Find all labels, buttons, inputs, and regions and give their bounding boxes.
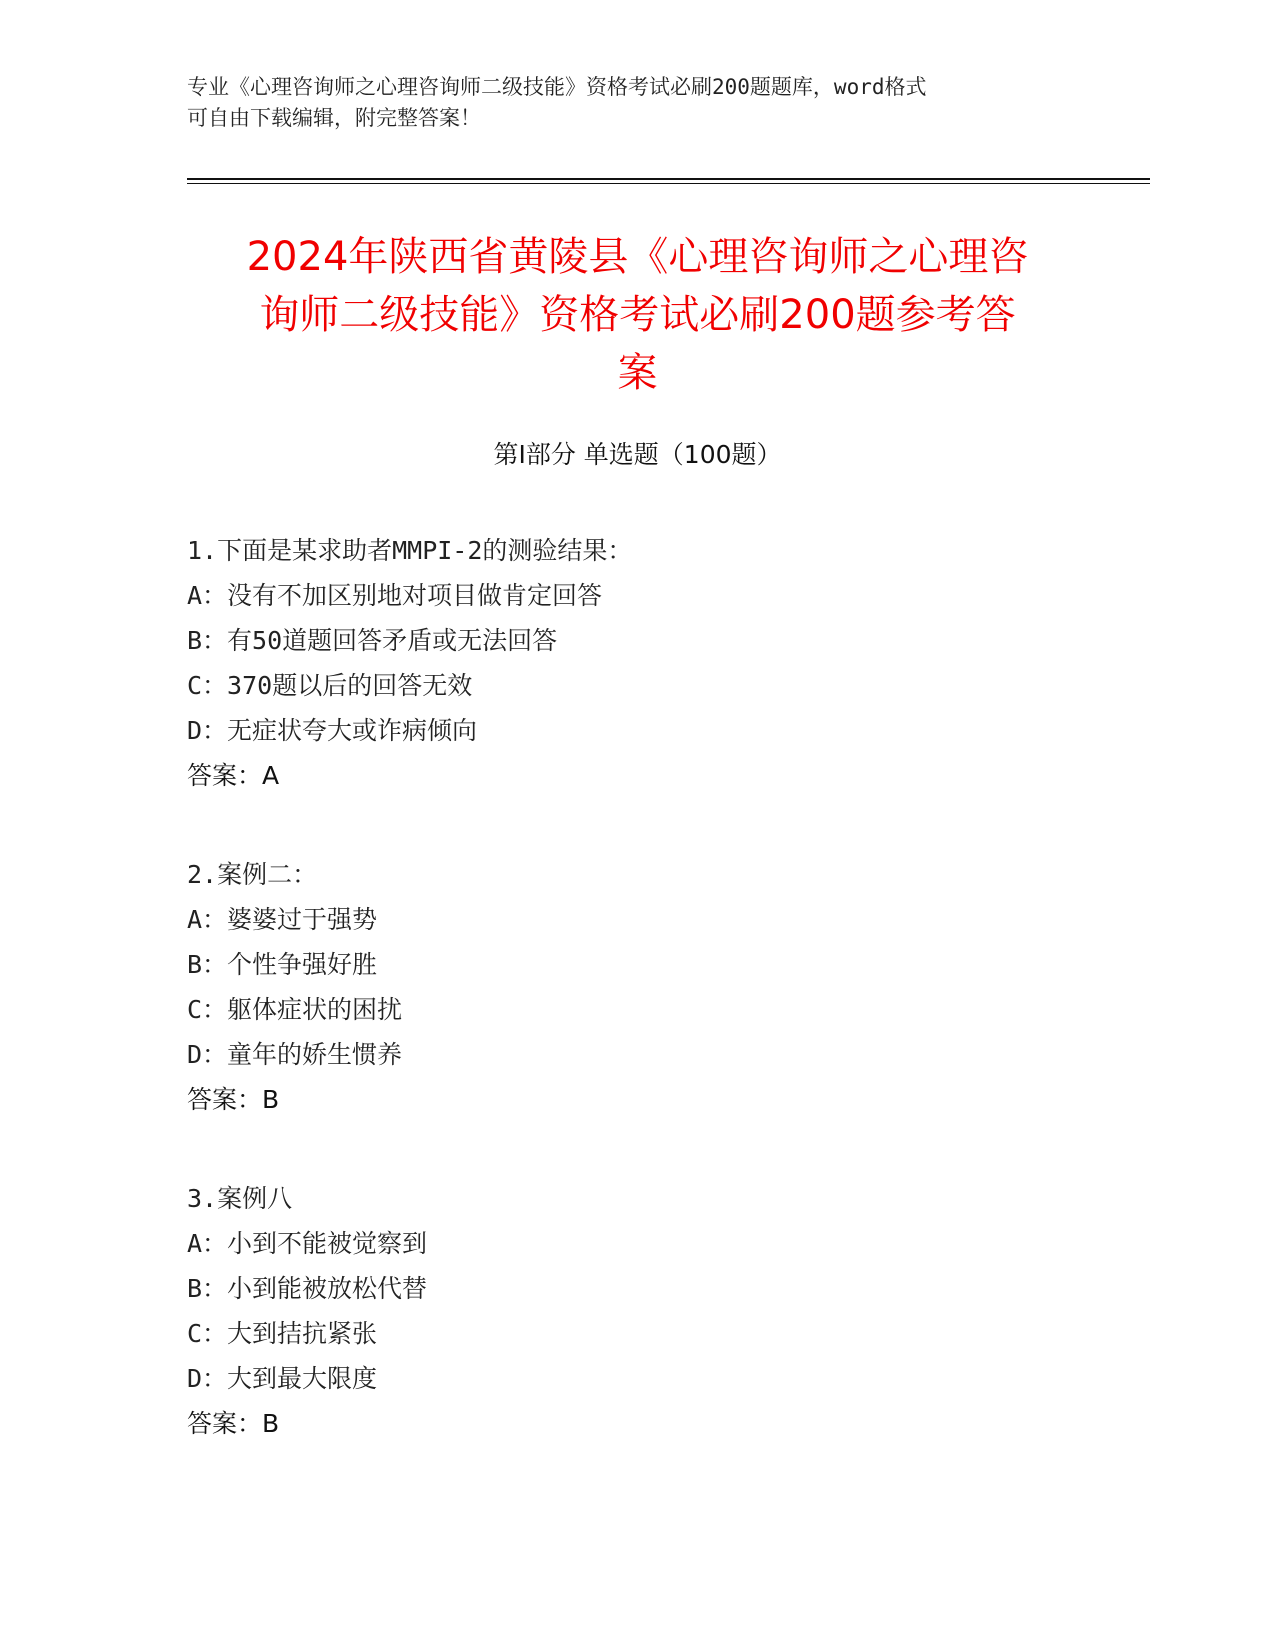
question-stem: 2.案例二： <box>187 860 318 889</box>
question-spacer <box>187 798 1117 852</box>
section-title: 第Ⅰ部分 单选题（100题） <box>493 440 782 469</box>
answer: 答案：B <box>187 1409 280 1438</box>
option-a: A：婆婆过于强势 <box>187 905 378 934</box>
header-divider-thick <box>187 178 1150 180</box>
option-b: B：小到能被放松代替 <box>187 1274 428 1303</box>
header-note <box>187 72 1087 134</box>
option-b: B：个性争强好胜 <box>187 950 378 979</box>
document-title-line-1: 2024年陕西省黄陵县《心理咨询师之心理咨 <box>246 234 1029 280</box>
option-b: B：有50道题回答矛盾或无法回答 <box>187 626 558 655</box>
option-c: C：躯体症状的困扰 <box>187 995 403 1024</box>
document-title-line-3: 案 <box>617 350 658 396</box>
answer: 答案：A <box>187 761 280 790</box>
option-c: C：大到拮抗紧张 <box>187 1319 378 1348</box>
option-a: A：没有不加区别地对项目做肯定回答 <box>187 581 603 610</box>
header-divider-thin <box>187 183 1150 184</box>
option-d: D：大到最大限度 <box>187 1364 378 1393</box>
question-stem: 1.下面是某求助者MMPI-2的测验结果： <box>187 536 633 565</box>
header-note-line-1: 专业《心理咨询师之心理咨询师二级技能》资格考试必刷200题题库，word格式 <box>187 75 927 99</box>
option-c: C：370题以后的回答无效 <box>187 671 473 700</box>
answer: 答案：B <box>187 1085 280 1114</box>
header-note-line-2: 可自由下载编辑，附完整答案！ <box>187 106 481 130</box>
question-1 <box>187 528 1117 798</box>
option-a: A：小到不能被觉察到 <box>187 1229 428 1258</box>
option-d: D：童年的娇生惯养 <box>187 1040 403 1069</box>
document-title <box>180 228 1095 402</box>
question-list <box>187 528 1117 1446</box>
question-spacer <box>187 1122 1117 1176</box>
option-d: D：无症状夸大或诈病倾向 <box>187 716 478 745</box>
question-2 <box>187 852 1117 1122</box>
question-stem: 3.案例八 <box>187 1184 293 1213</box>
question-3 <box>187 1176 1117 1446</box>
document-title-line-2: 询师二级技能》资格考试必刷200题参考答 <box>259 292 1016 338</box>
